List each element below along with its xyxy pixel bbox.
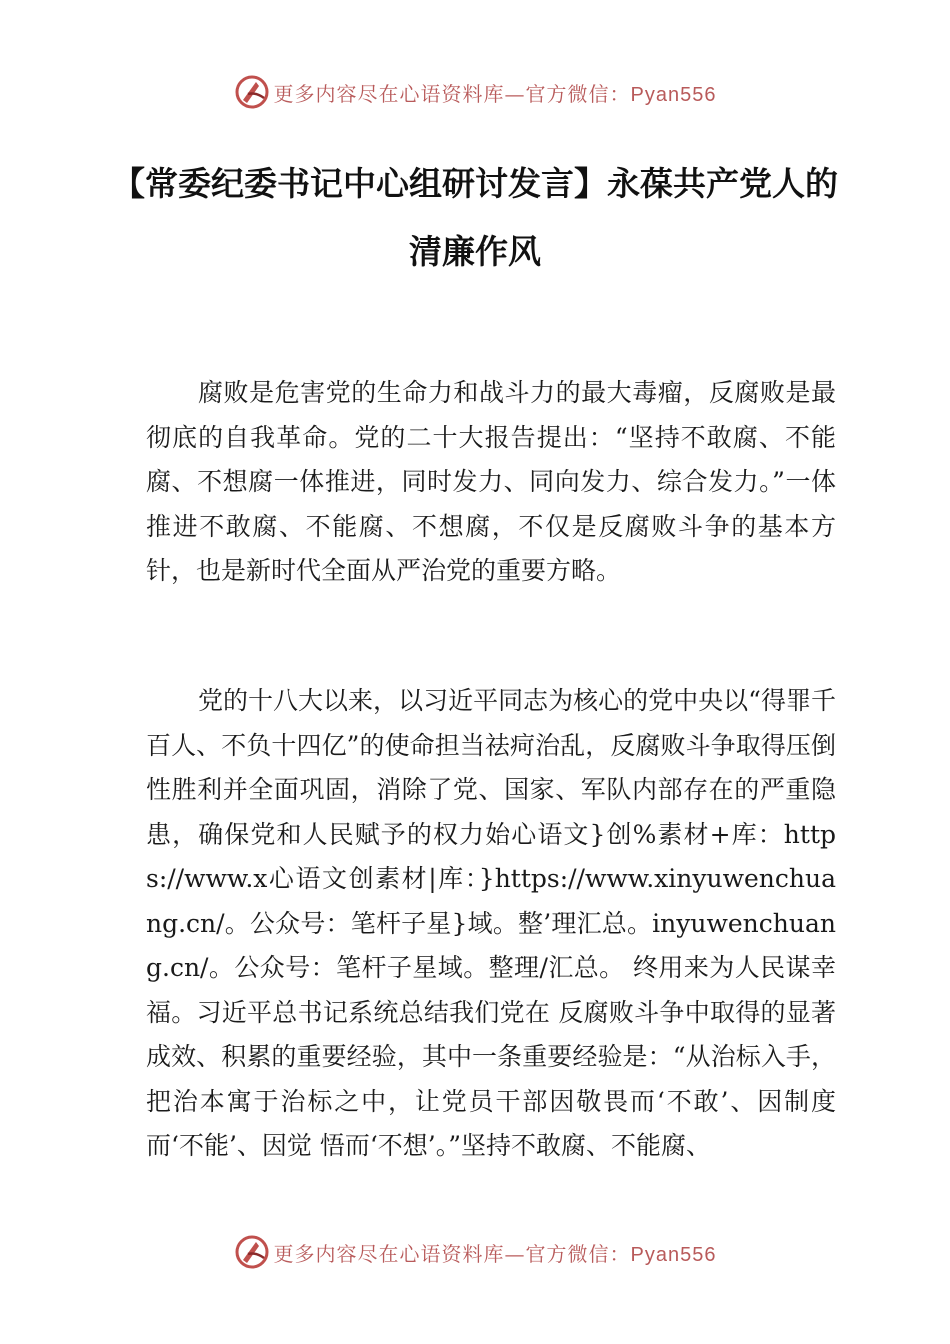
paragraph-2: 党的十八大以来，以习近平同志为核心的党中央以“得罪千百人、不负十四亿”的使命担当祛疴治乱，反腐败斗争取得压倒性胜利并全面巩固，消除了党、国家、军队内部存在的严重隐患，确保党和人民赋予的权力始心语文}创%素材+库：https://www.x心语文创素材|库：}https://www.xinyuwenchuang.cn/。公众号：笔杆子星}域。整’理汇总。inyuwenchuang.cn/。公众号：笔杆子星域。整理/汇总。 终用来为人民谋幸福。习近平总书记系统总结我们党在 反腐败斗争中取得的显著成效、积累的重要经验，其中一条重要经验是：“从治标入手，把治本寓于治标之中，让党员干部因敬畏而‘不敢’、因制度而‘不能’、因觉 悟而‘不想’。”坚持不敢腐、不能腐、 xyxy=(146,686,836,1160)
watermark-text: 更多内容尽在心语资料库—官方微信：Pyan556 xyxy=(273,1241,717,1266)
wechat-account: Pyan556 xyxy=(630,1243,717,1266)
paragraph-1: 腐败是危害党的生命力和战斗力的最大毒瘤，反腐败是最彻底的自我革命。党的二十大报告提出：“坚持不敢腐、不能腐、不想腐一体推进，同时发力、同向发力、综合发力。”一体推进不敢腐、不能腐、不想腐，不仅是反腐败斗争的基本方针，也是新时代全面从严治党的重要方略。 xyxy=(146,378,836,585)
ribbon-logo-icon xyxy=(234,1234,270,1270)
watermark-text: 更多内容尽在心语资料库—官方微信：Pyan556 xyxy=(273,81,717,106)
footer-watermark-banner xyxy=(0,1230,950,1274)
header-watermark-banner xyxy=(0,70,950,114)
ribbon-logo-icon xyxy=(234,74,270,110)
document-title: 【常委纪委书记中心组研讨发言】永葆共产党人的清廉作风 xyxy=(112,164,838,271)
wechat-account: Pyan556 xyxy=(630,83,717,106)
